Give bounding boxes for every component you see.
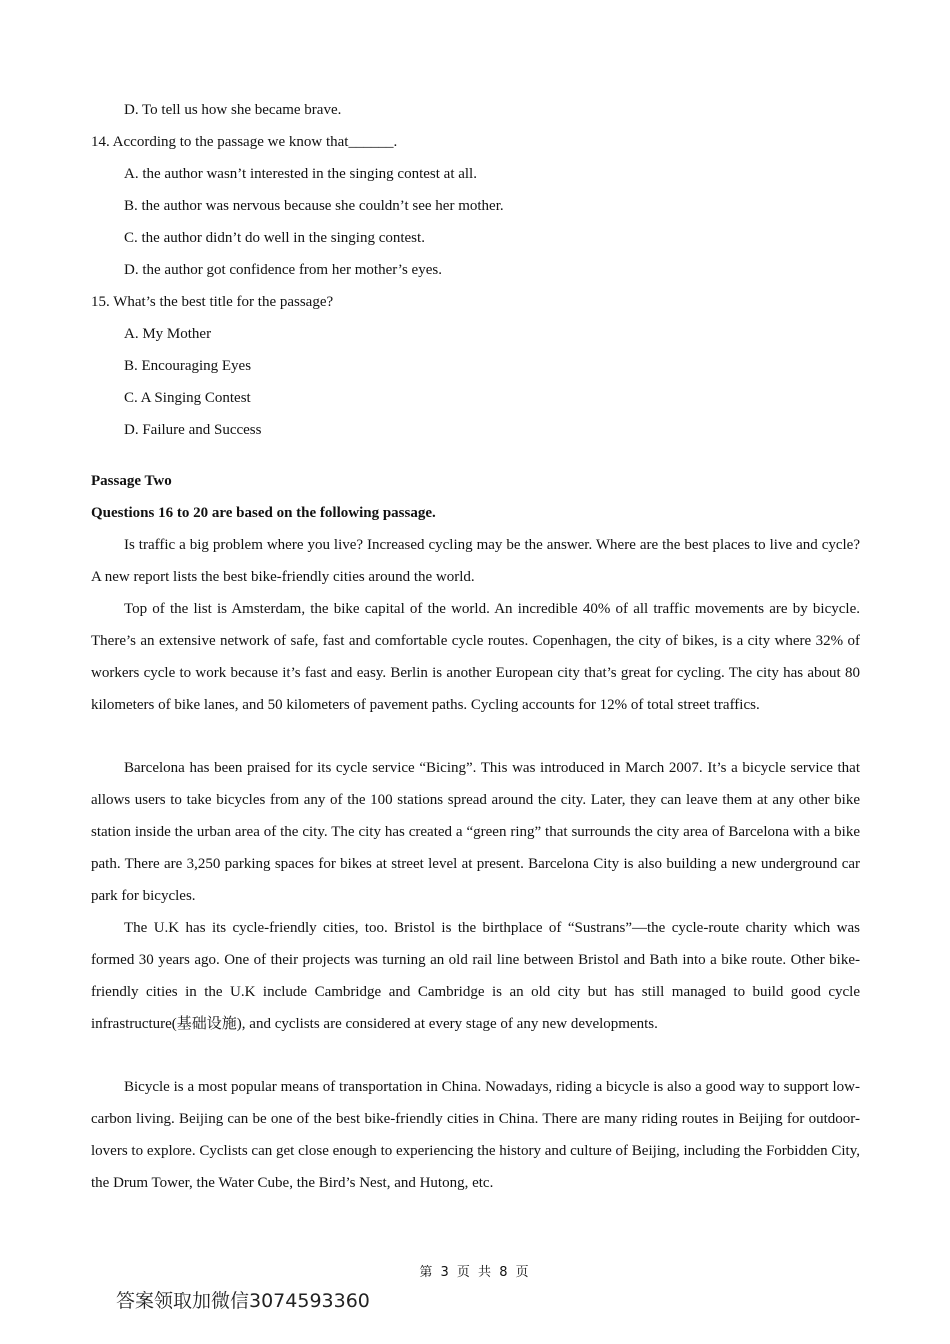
passage-paragraph: Bicycle is a most popular means of transportation in China. Nowadays, riding a bicycle is also a good way to support low-carbon living. Beijing can be one of the best bike-friendly cities in China. There are many riding routes in Beijing for outdoor-lovers to explore. Cyclists can get close enough to experiencing the history and culture of Beijing, including the Forbidden City, the Drum Tower, the Water Cube, the Bird’s Nest, and Hutong, etc. xyxy=(91,1079,860,1191)
q15-option-b: B. Encouraging Eyes xyxy=(124,358,252,374)
q14-option-a: A. the author wasn’t interested in the singing contest at all. xyxy=(124,166,477,182)
q15-option-a: A. My Mother xyxy=(124,326,212,342)
q14-stem: 14. According to the passage we know that______. xyxy=(91,134,398,150)
passage-paragraph: Is traffic a big problem where you live? Increased cycling may be the answer. Where are the best places to live and cycle? A new report lists the best bike-friendly cities around the world. xyxy=(91,537,860,585)
passage-paragraph: Barcelona has been praised for its cycle service “Bicing”. This was introduced in March 2007. It’s a bicycle service that allows users to take bicycles from any of the 100 stations spread around the city. Later, they can leave them at any other bike station inside the urban area of the city. The city has created a “green ring” that surrounds the city area of Barcelona with a bike path. There are 3,250 parking spaces for bikes at street level at present. Barcelona City is also building a new underground car park for bicycles. xyxy=(91,760,860,904)
passage-paragraph: The U.K has its cycle-friendly cities, too. Bristol is the birthplace of “Sustrans”—the cycle-route charity which was formed 30 years ago. One of their projects was turning an old rail line between Bristol and Bath into a bike route. Other bike-friendly cities in the U.K include Cambridge and Cambridge is an old city but has still managed to build good cycle infrastructure(基础设施), and cyclists are considered at every stage of any new developments. xyxy=(91,920,860,1032)
q15-stem: 15. What’s the best title for the passage? xyxy=(91,294,334,310)
passage-instruction: Questions 16 to 20 are based on the following passage. xyxy=(91,505,436,521)
page-indicator: 第 3 页 共 8 页 xyxy=(419,1265,531,1280)
q14-option-d: D. the author got confidence from her mother’s eyes. xyxy=(124,262,442,278)
passage-paragraph: Top of the list is Amsterdam, the bike capital of the world. An incredible 40% of all traffic movements are by bicycle. There’s an extensive network of safe, fast and comfortable cycle routes. Copenhagen, the city of bikes, is a city where 32% of workers cycle to work because it’s fast and easy. Berlin is another European city that’s great for cycling. The city has about 80 kilometers of bike lanes, and 50 kilometers of pavement paths. Cycling accounts for 12% of total street traffics. xyxy=(91,601,860,713)
passage-heading: Passage Two xyxy=(91,473,172,489)
q13-option-d: D. To tell us how she became brave. xyxy=(124,102,342,118)
q15-option-c: C. A Singing Contest xyxy=(124,390,251,406)
q14-option-b: B. the author was nervous because she couldn’t see her mother. xyxy=(124,198,504,214)
watermark-text: 答案领取加微信3074593360 xyxy=(116,1290,370,1312)
q15-option-d: D. Failure and Success xyxy=(124,422,262,438)
q14-option-c: C. the author didn’t do well in the singing contest. xyxy=(124,230,425,246)
